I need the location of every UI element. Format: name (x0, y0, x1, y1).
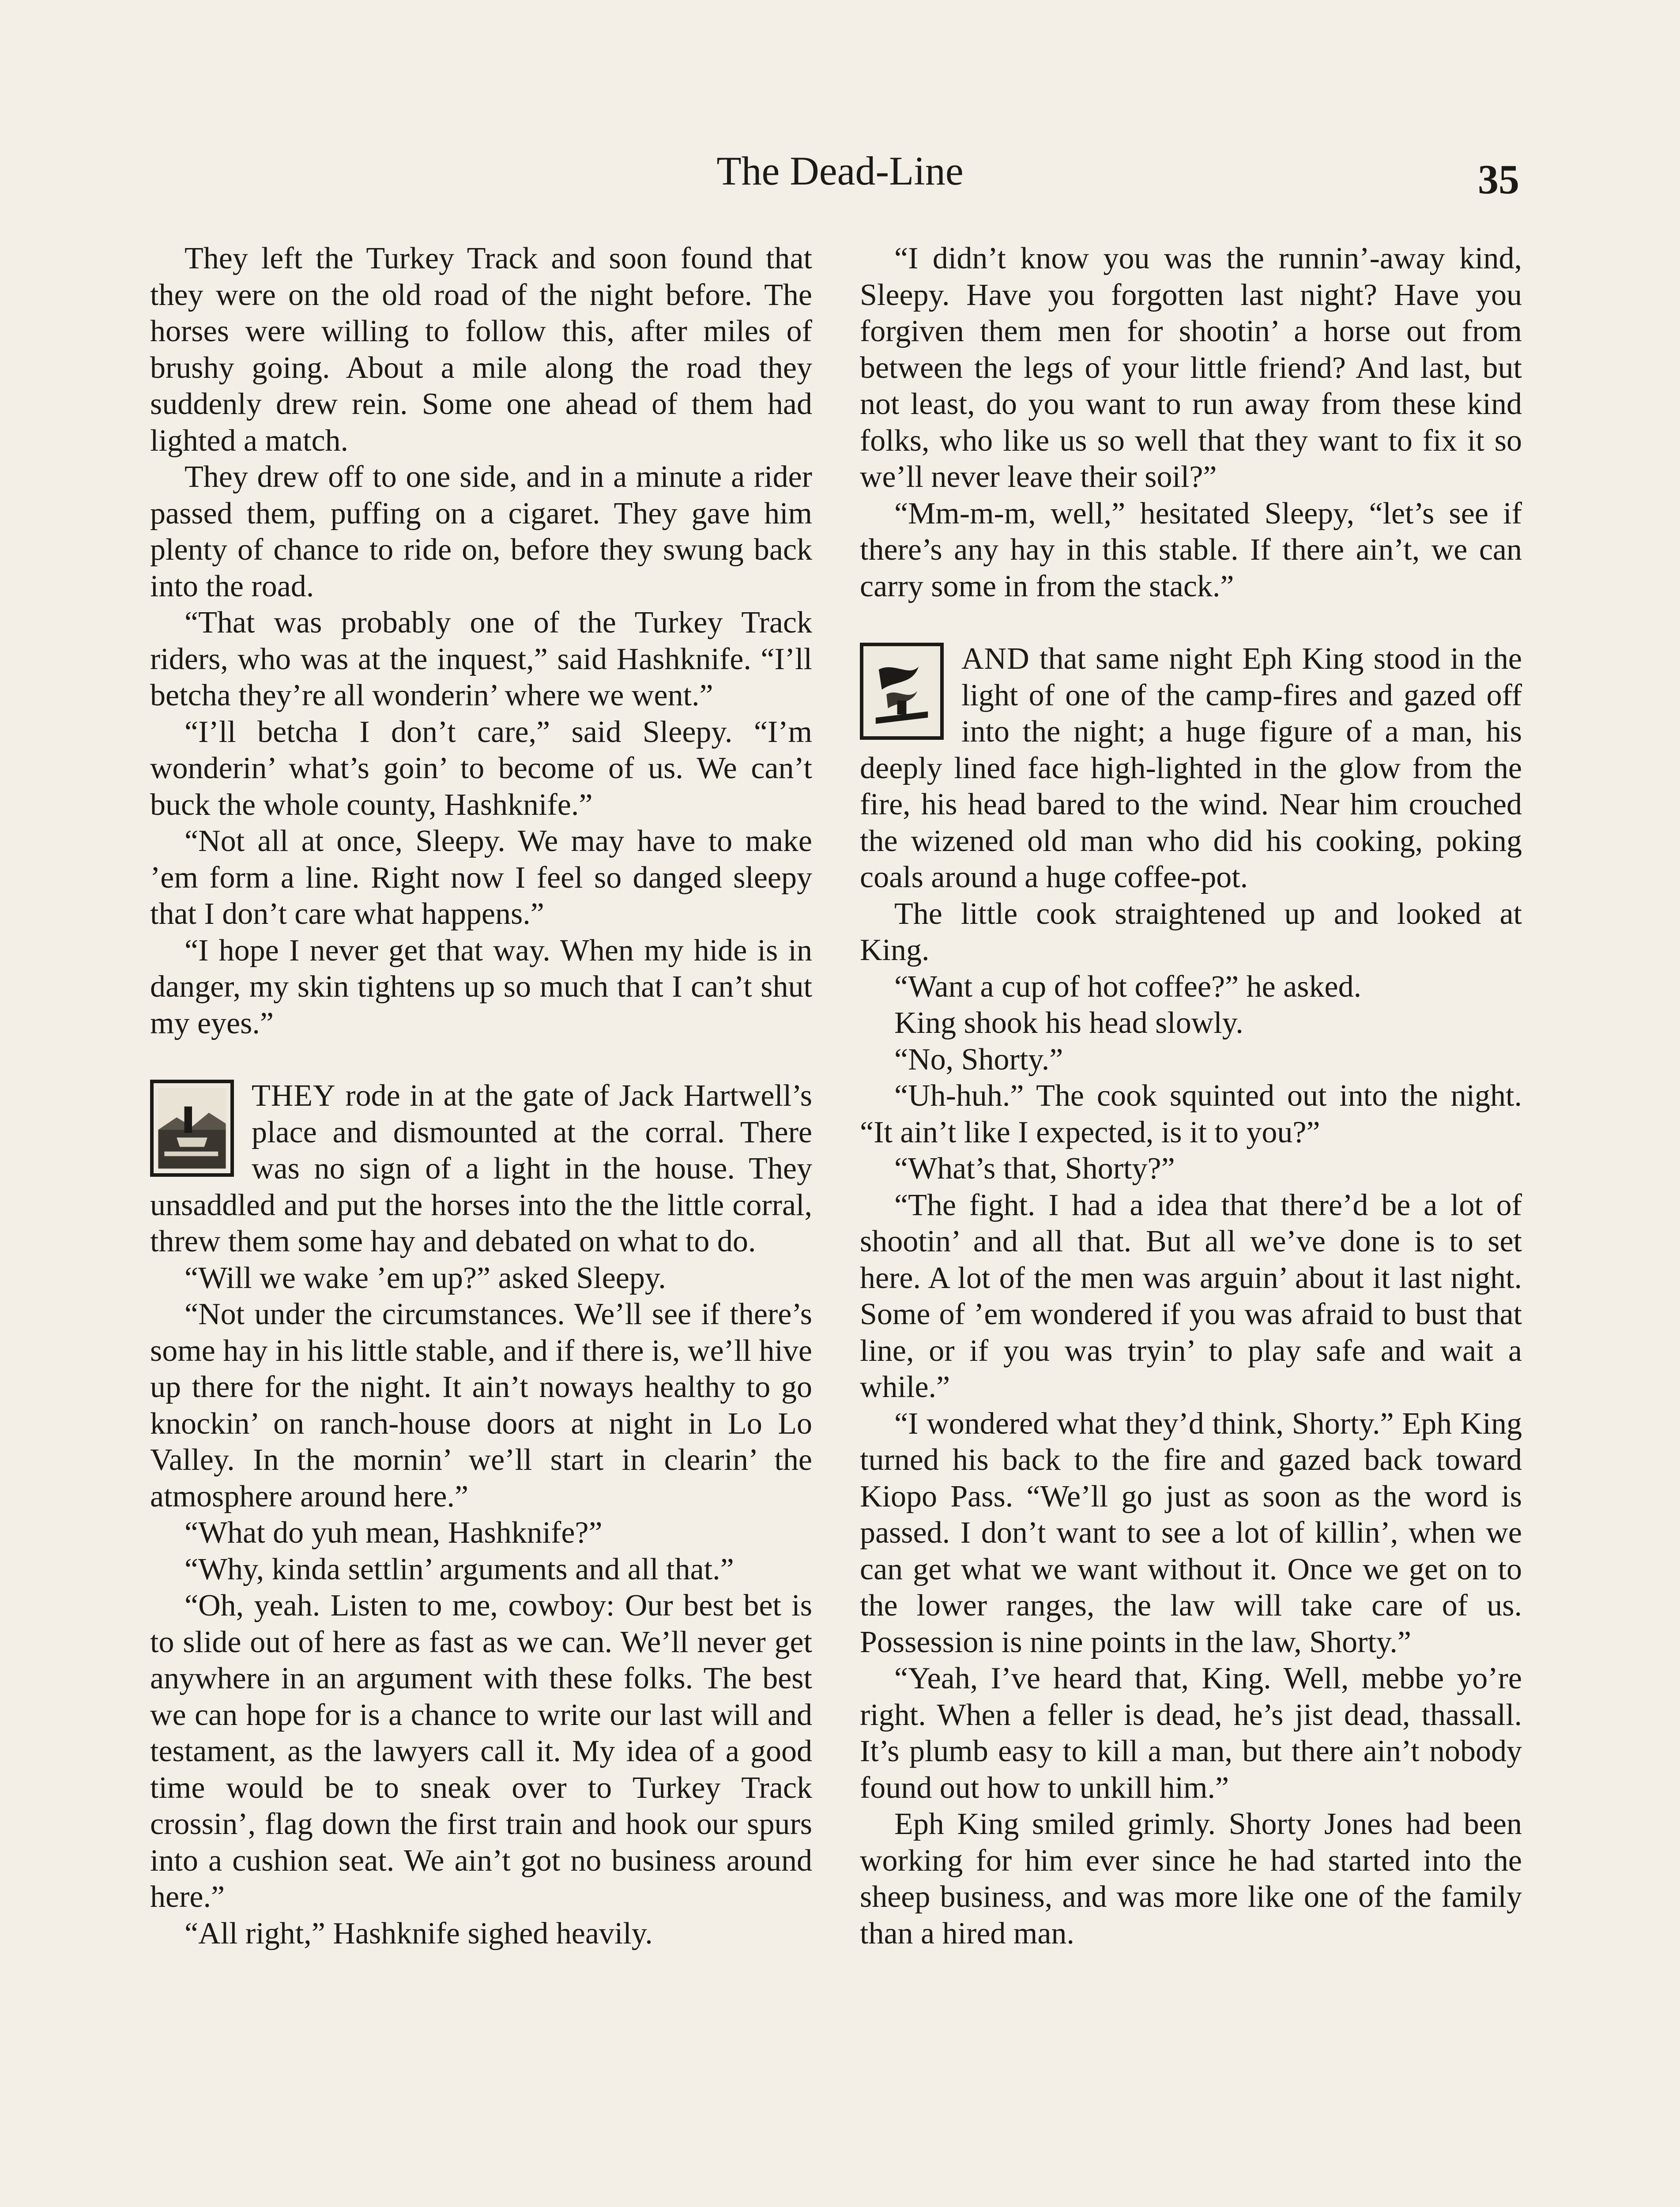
paragraph: “What’s that, Shorty?” (894, 1152, 1175, 1186)
paragraph: King shook his head slowly. (894, 1006, 1243, 1040)
paragraph: “The fight. I had a idea that there’d be a lot of shootin’ and all that. But all we’ve done is to set here. A lot of the men was arguin’ about it last night. Some of ’em wondered if you was afraid to bust that line, or if you was tryin’ to play safe and wait a while.” (860, 1188, 1522, 1404)
page-title: The Dead-Line (716, 148, 964, 193)
section-opening-paragraph (860, 641, 1522, 896)
paragraph: “Not all at once, Sleepy. We may have to make ’em form a line. Right now I feel so danged sleepy that I don’t care what happens.” (150, 824, 812, 931)
paragraph: “Mm-m-m, well,” hesitated Sleepy, “let’s see if there’s any hay in this stable. If there ain’t, we can carry some in from the stack.” (860, 496, 1522, 603)
paragraph: Eph King smiled grimly. Shorty Jones had been working for him ever since he had started into the sheep business, and was more like one of the family than a hired man. (860, 1807, 1522, 1951)
paragraph: “Uh-huh.” The cook squinted out into the night. “It ain’t like I expected, is it to you?” (860, 1079, 1522, 1149)
section-break (150, 1042, 812, 1078)
paragraph: “What do yuh mean, Hashknife?” (185, 1516, 603, 1550)
lead-word: AND (961, 642, 1030, 676)
paragraph: “All right,” Hashknife sighed heavily. (185, 1916, 653, 1951)
rider-landscape-icon (150, 1080, 234, 1177)
paragraph: They drew off to one side, and in a minute a rider passed them, puffing on a cigaret. They gave him plenty of chance to ride on, before they swung back into the road. (150, 460, 812, 603)
paragraph-text: rode in at the gate of Jack Hartwell’s place and dismounted at the corral. There was no sign of a light in the house. They unsaddled and put the horses into the the little corral, threw them some hay and debated on what to do. (150, 1079, 812, 1258)
paragraph: “That was probably one of the Turkey Track riders, who was at the inquest,” said Hashknife. “I’ll betcha they’re all wonderin’ where we went.” (150, 606, 812, 712)
paragraph: “Will we wake ’em up?” asked Sleepy. (185, 1261, 666, 1295)
paragraph: “Want a cup of hot coffee?” he asked. (894, 969, 1362, 1004)
paragraph-text: that same night Eph King stood in the light of one of the camp-fires and gazed off into the night; a huge figure of a man, his deeply lined face high-lighted in the glow from the fire, his head bared to the wind. Near him crouched the wizened old man who did his cooking, poking coals around a huge coffee-pot. (860, 642, 1522, 894)
page-number: 35 (1478, 157, 1519, 203)
paragraph: “Yeah, I’ve heard that, King. Well, mebbe yo’re right. When a feller is dead, he’s jist dead, thassall. It’s plumb easy to kill a man, but there ain’t nobody found out how to unkill him.” (860, 1661, 1522, 1805)
left-column (150, 241, 812, 1952)
paragraph: “I hope I never get that way. When my hide is in danger, my skin tightens up so much that I can’t shut my eyes.” (150, 933, 812, 1040)
paragraph: “I wondered what they’d think, Shorty.” Eph King turned his back to the fire and gazed back toward Kiopo Pass. “We’ll go just as soon as the word is passed. I don’t want to see a lot of killin’, when we can get what we want without it. Once we get on to the lower ranges, the law will take care of us. Possession is nine points in the law, Shorty.” (860, 1406, 1522, 1659)
paragraph: “I didn’t know you was the runnin’-away kind, Sleepy. Have you forgotten last night? Have you forgiven them men for shootin’ a horse out from between the legs of your little friend? And last, but not least, do you want to run away from these kind folks, who like us so well that they want to fix it so we’ll never leave their soil?” (860, 241, 1522, 494)
paragraph: “I’ll betcha I don’t care,” said Sleepy. “I’m wonderin’ what’s goin’ to become of us. We can’t buck the whole county, Hashknife.” (150, 715, 812, 822)
paragraph: “Why, kinda settlin’ arguments and all that.” (185, 1552, 734, 1586)
paragraph: They left the Turkey Track and soon found that they were on the old road of the night before. The horses were willing to follow this, after miles of brushy going. About a mile along the road they suddenly drew rein. Some one ahead of them had lighted a match. (150, 241, 812, 458)
section-opening-paragraph (150, 1078, 812, 1260)
paragraph: “No, Shorty.” (894, 1042, 1063, 1077)
right-column (860, 241, 1522, 1952)
paragraph: The little cook straightened up and looked at King. (860, 896, 1522, 967)
lead-word: THEY (252, 1079, 336, 1113)
section-break (860, 605, 1522, 641)
campfire-icon (860, 643, 944, 740)
paragraph: “Not under the circumstances. We’ll see if there’s some hay in his little stable, and if there is, we’ll hive up there for the night. It ain’t noways healthy to go knockin’ on ranch-house doors at night in Lo Lo Valley. In the mornin’ we’ll start in clearin’ the atmosphere around here.” (150, 1297, 812, 1514)
paragraph: “Oh, yeah. Listen to me, cowboy: Our best bet is to slide out of here as fast as we can. We’ll never get anywhere in an argument with these folks. The best we can hope for is a chance to write our last will and testament, as the lawyers call it. My idea of a good time would be to sneak over to Turkey Track crossin’, flag down the first train and hook our spurs into a cushion seat. We ain’t got no business around here.” (150, 1589, 812, 1914)
